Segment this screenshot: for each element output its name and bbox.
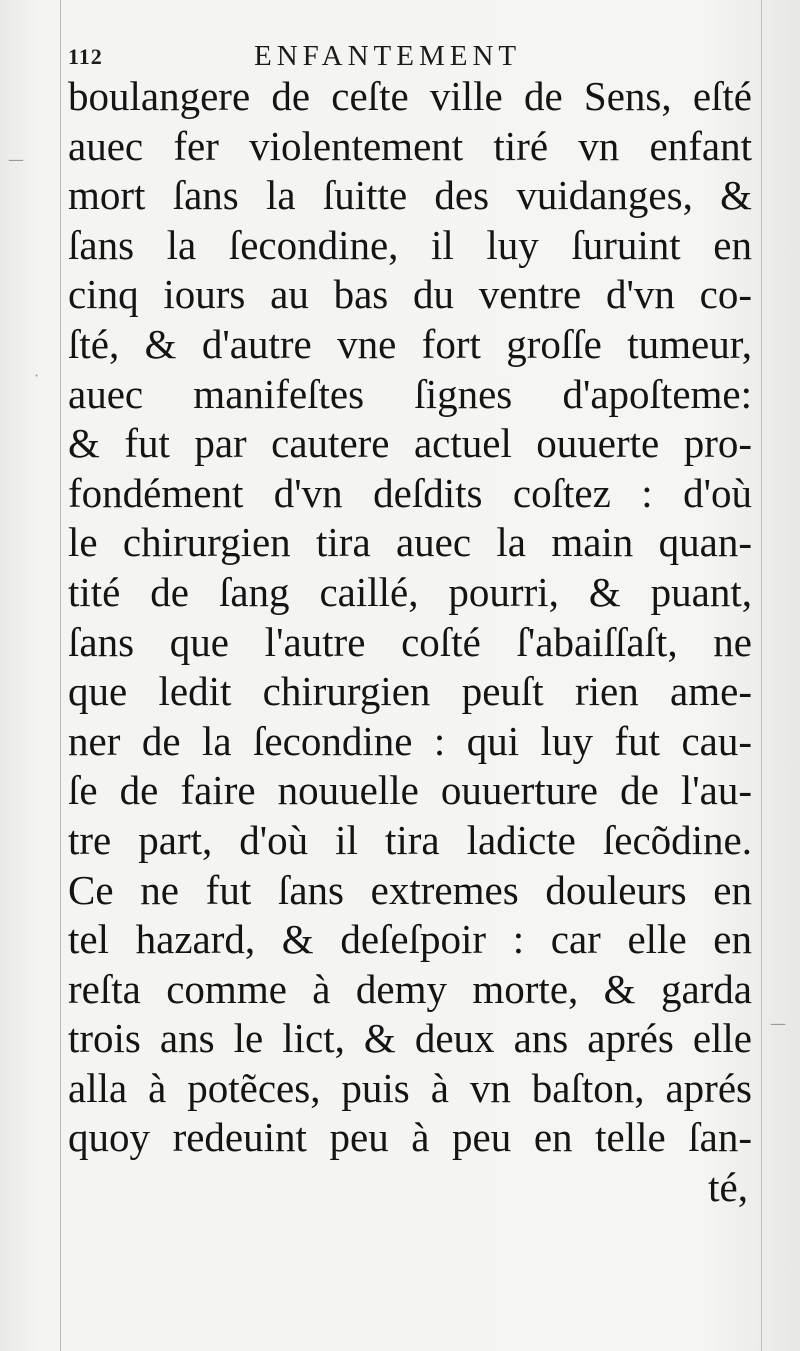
text-line: tité de ſang caillé, pourri, & puant, <box>68 568 752 615</box>
running-title: ENFANTEMENT <box>254 40 522 72</box>
text-line: ſans la ſecondine, il luy ſuruint en <box>68 221 752 268</box>
text-line: auec fer violentement tiré vn enfant <box>68 122 752 169</box>
text-line: fondément d'vn deſdits coſtez : d'où <box>68 469 752 516</box>
body-text <box>68 72 752 1213</box>
text-line-last: té, <box>708 1164 748 1211</box>
text-line: boulangere de ceſte ville de Sens, eſté <box>68 73 752 119</box>
text-line: tre part, d'où il tira ladicte ſecõdine. <box>68 816 752 863</box>
text-line: ſe de faire nouuelle ouuerture de l'au- <box>68 767 752 814</box>
text-line: trois ans le lict, & deux ans aprés elle <box>68 1015 752 1062</box>
text-line: cinq iours au bas du ventre d'vn co- <box>68 271 752 318</box>
text-line: ſans que l'autre coſté ſ'abaiſſaſt, ne <box>68 618 752 665</box>
text-line: quoy redeuint peu à peu en telle ſan- <box>68 1114 752 1161</box>
text-line: le chirurgien tira auec la main quan- <box>68 519 752 566</box>
text-line: & fut par cautere actuel ouuerte pro- <box>68 420 752 467</box>
text-line: mort ſans la ſuitte des vuidanges, & <box>68 172 752 219</box>
text-line: alla à potẽces, puis à vn baſton, aprés <box>68 1064 752 1111</box>
text-line: que ledit chirurgien peuſt rien ame- <box>68 668 752 715</box>
margin-dash-mark: — <box>8 150 24 169</box>
text-line: Ce ne fut ſans extremes douleurs en <box>68 866 752 913</box>
margin-dash-mark: — <box>770 1014 786 1033</box>
margin-dot-mark: · <box>34 366 40 385</box>
text-line: ner de la ſecondine : qui luy fut cau- <box>68 717 752 764</box>
text-line: reſta comme à demy morte, & garda <box>68 965 752 1012</box>
text-line: ſté, & d'autre vne fort groſſe tumeur, <box>68 320 752 367</box>
page-number: 112 <box>68 44 103 69</box>
right-margin-rule <box>761 0 762 1351</box>
text-line: auec manifeſtes ſignes d'apoſteme: <box>68 370 752 417</box>
text-line: tel hazard, & deſeſpoir : car elle en <box>68 916 752 963</box>
left-margin-rule <box>60 0 61 1351</box>
